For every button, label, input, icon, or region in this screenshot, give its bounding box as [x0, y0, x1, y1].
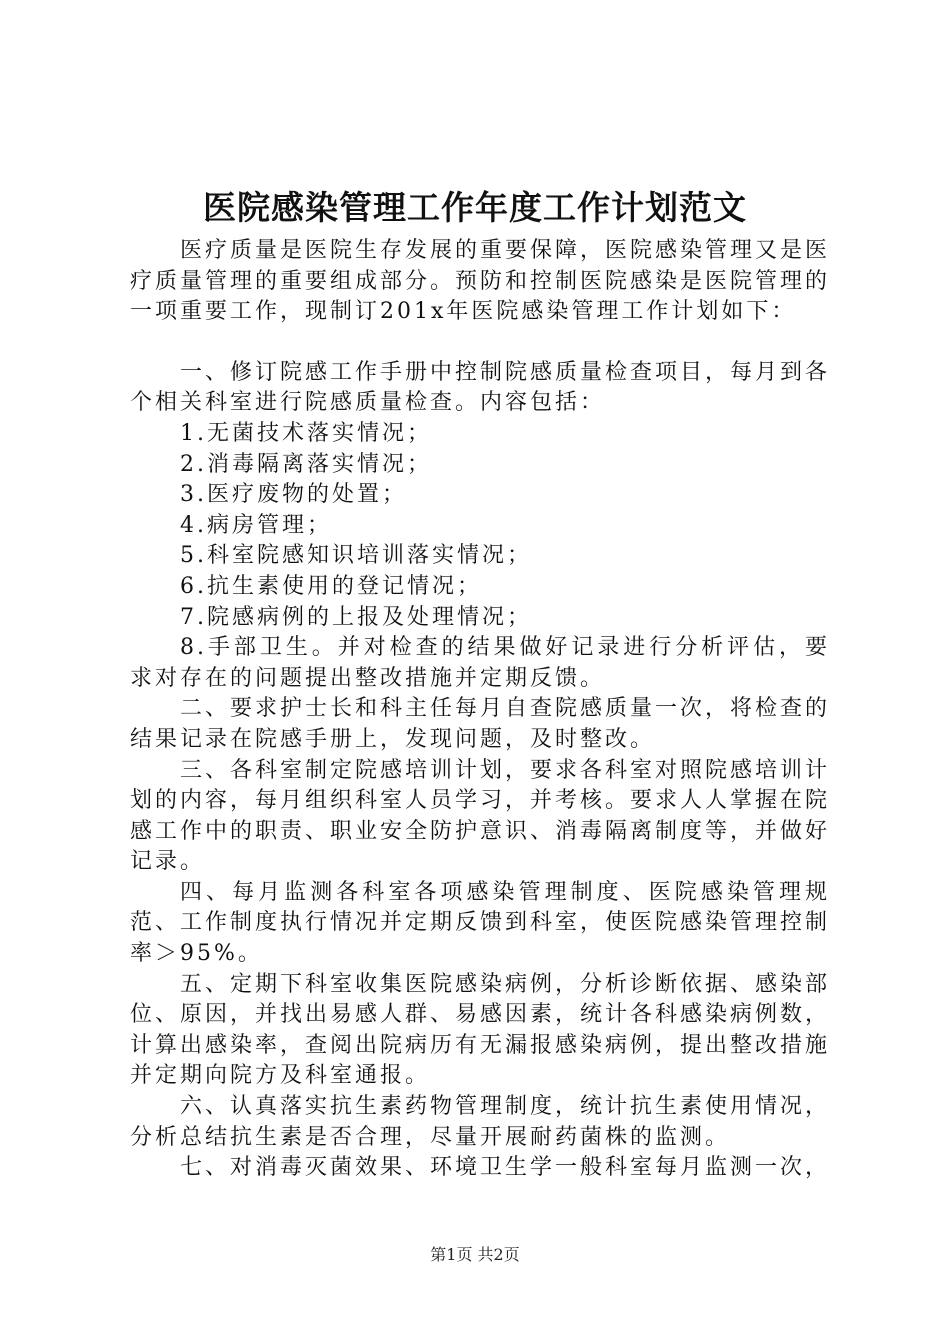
intro-paragraph: 医疗质量是医院生存发展的重要保障，医院感染管理又是医疗质量管理的重要组成部分。预防和控制医院感染是医院管理的一项重要工作，现制订201x年医院感染管理工作计划如下：	[130, 238, 831, 325]
section-3-paragraph: 三、各科室制定院感培训计划，要求各科室对照院感培训计划的内容，每月组织科室人员学习，并考核。要求人人掌握在院感工作中的职责、职业安全防护意识、消毒隔离制度等，并做好记录。	[130, 757, 831, 875]
section-2-paragraph: 二、要求护士长和科主任每月自查院感质量一次，将检查的结果记录在院感手册上，发现问题，及时整改。	[130, 696, 831, 752]
section-5-paragraph: 五、定期下科室收集医院感染病例，分析诊断依据、感染部位、原因，并找出易感人群、易感因素，统计各科感染病例数，计算出感染率，查阅出院病历有无漏报感染病例，提出整改措施并定期向院方及科室通报。	[130, 971, 831, 1089]
checklist-item-7: 7.院感病例的上报及处理情况；	[180, 604, 532, 630]
checklist-item-2: 2.消毒隔离落实情况；	[180, 451, 432, 477]
checklist-item-4: 4.病房管理；	[180, 512, 332, 538]
section-1-paragraph: 一、修订院感工作手册中控制院感质量检查项目，每月到各个相关科室进行院感质量检查。内容包括：	[130, 359, 831, 416]
document-body	[130, 236, 830, 1184]
page-number-footer: 第1页 共2页	[430, 1245, 520, 1264]
checklist-item-8: 8.手部卫生。并对检查的结果做好记录进行分析评估，要求对存在的问题提出整改措施并定期反馈。	[130, 635, 830, 691]
section-7-paragraph: 七、对消毒灭菌效果、环境卫生学一般科室每月监测一次，	[180, 1155, 831, 1181]
checklist-item-5: 5.科室院感知识培训落实情况；	[180, 543, 532, 569]
section-4-paragraph: 四、每月监测各科室各项感染管理制度、医院感染管理规范、工作制度执行情况并定期反馈到科室，使医院感染管理控制率＞95%。	[130, 879, 831, 967]
checklist-item-3: 3.医疗废物的处置；	[180, 482, 407, 508]
checklist-item-6: 6.抗生素使用的登记情况；	[180, 573, 482, 599]
paragraph-gap	[130, 328, 830, 358]
section-6-paragraph: 六、认真落实抗生素药物管理制度，统计抗生素使用情况，分析总结抗生素是否合理，尽量开展耐药菌株的监测。	[130, 1094, 831, 1150]
document-title: 医院感染管理工作年度工作计划范文	[203, 188, 747, 227]
checklist-item-1: 1.无菌技术落实情况；	[180, 420, 432, 446]
